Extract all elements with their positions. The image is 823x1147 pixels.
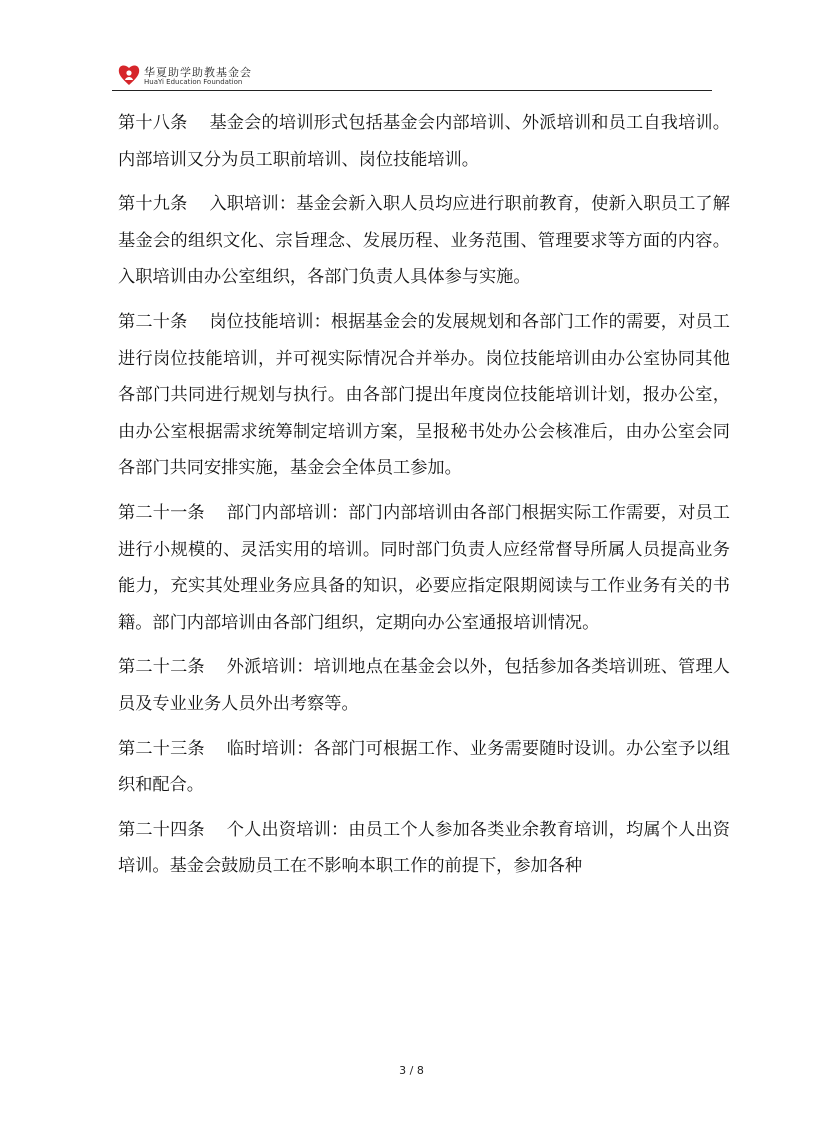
article-number: 第二十一条 (118, 502, 205, 523)
article-18 (118, 105, 730, 178)
article-20 (118, 304, 730, 487)
article-number: 第十八条 (118, 113, 188, 133)
article-number: 第二十条 (118, 311, 188, 332)
article-number: 第二十二条 (118, 657, 205, 678)
org-name-cn: 华夏助学助教基金会 (144, 66, 252, 79)
org-name-en: HuaYi Education Foundation (144, 78, 243, 86)
article-text: 个人出资培训：由员工个人参加各类业余教育培训，均属个人出资培训。基金会鼓励员工在不影响本职工作的前提下，参加各种 (118, 819, 730, 877)
article-number: 第二十四条 (118, 819, 205, 840)
article-number: 第二十三条 (118, 738, 205, 759)
article-number: 第十九条 (118, 194, 188, 215)
page-number: 3 / 8 (399, 1064, 424, 1077)
header-rule (112, 90, 712, 91)
article-text: 岗位技能培训：根据基金会的发展规划和各部门工作的需要，对员工进行岗位技能培训，并可视实际情况合并举办。岗位技能培训由办公室协同其他各部门共同进行规划与执行。由各部门提出年度岗位技能培训计划，报办公室，由办公室根据需求统筹制定培训方案，呈报秘书处办公会核准后，由办公室会同各部门共同安排实施，基金会全体员工参加。 (118, 311, 730, 479)
heart-child-logo-icon (118, 63, 140, 87)
article-23 (118, 731, 730, 804)
article-text: 外派培训：培训地点在基金会以外，包括参加各类培训班、管理人员及专业业务人员外出考察等。 (118, 657, 730, 714)
article-text: 临时培训：各部门可根据工作、业务需要随时设训。办公室予以组织和配合。 (118, 738, 730, 796)
article-text: 基金会的培训形式包括基金会内部培训、外派培训和员工自我培训。内部培训又分为员工职前培训、岗位技能培训。 (118, 113, 730, 170)
article-text: 部门内部培训：部门内部培训由各部门根据实际工作需要，对员工进行小规模的、灵活实用的培训。同时部门负责人应经常督导所属人员提高业务能力，充实其处理业务应具备的知识，必要应指定限期阅读与工作业务有关的书籍。部门内部培训由各部门组织，定期向办公室通报培训情况。 (118, 502, 730, 633)
document-body (118, 105, 730, 893)
article-text: 入职培训：基金会新入职人员均应进行职前教育，使新入职员工了解基金会的组织文化、宗旨理念、发展历程、业务范围、管理要求等方面的内容。入职培训由办公室组织，各部门负责人具体参与实施。 (118, 194, 730, 288)
article-21 (118, 495, 730, 641)
article-24 (118, 812, 730, 885)
article-19 (118, 186, 730, 296)
article-22 (118, 649, 730, 722)
